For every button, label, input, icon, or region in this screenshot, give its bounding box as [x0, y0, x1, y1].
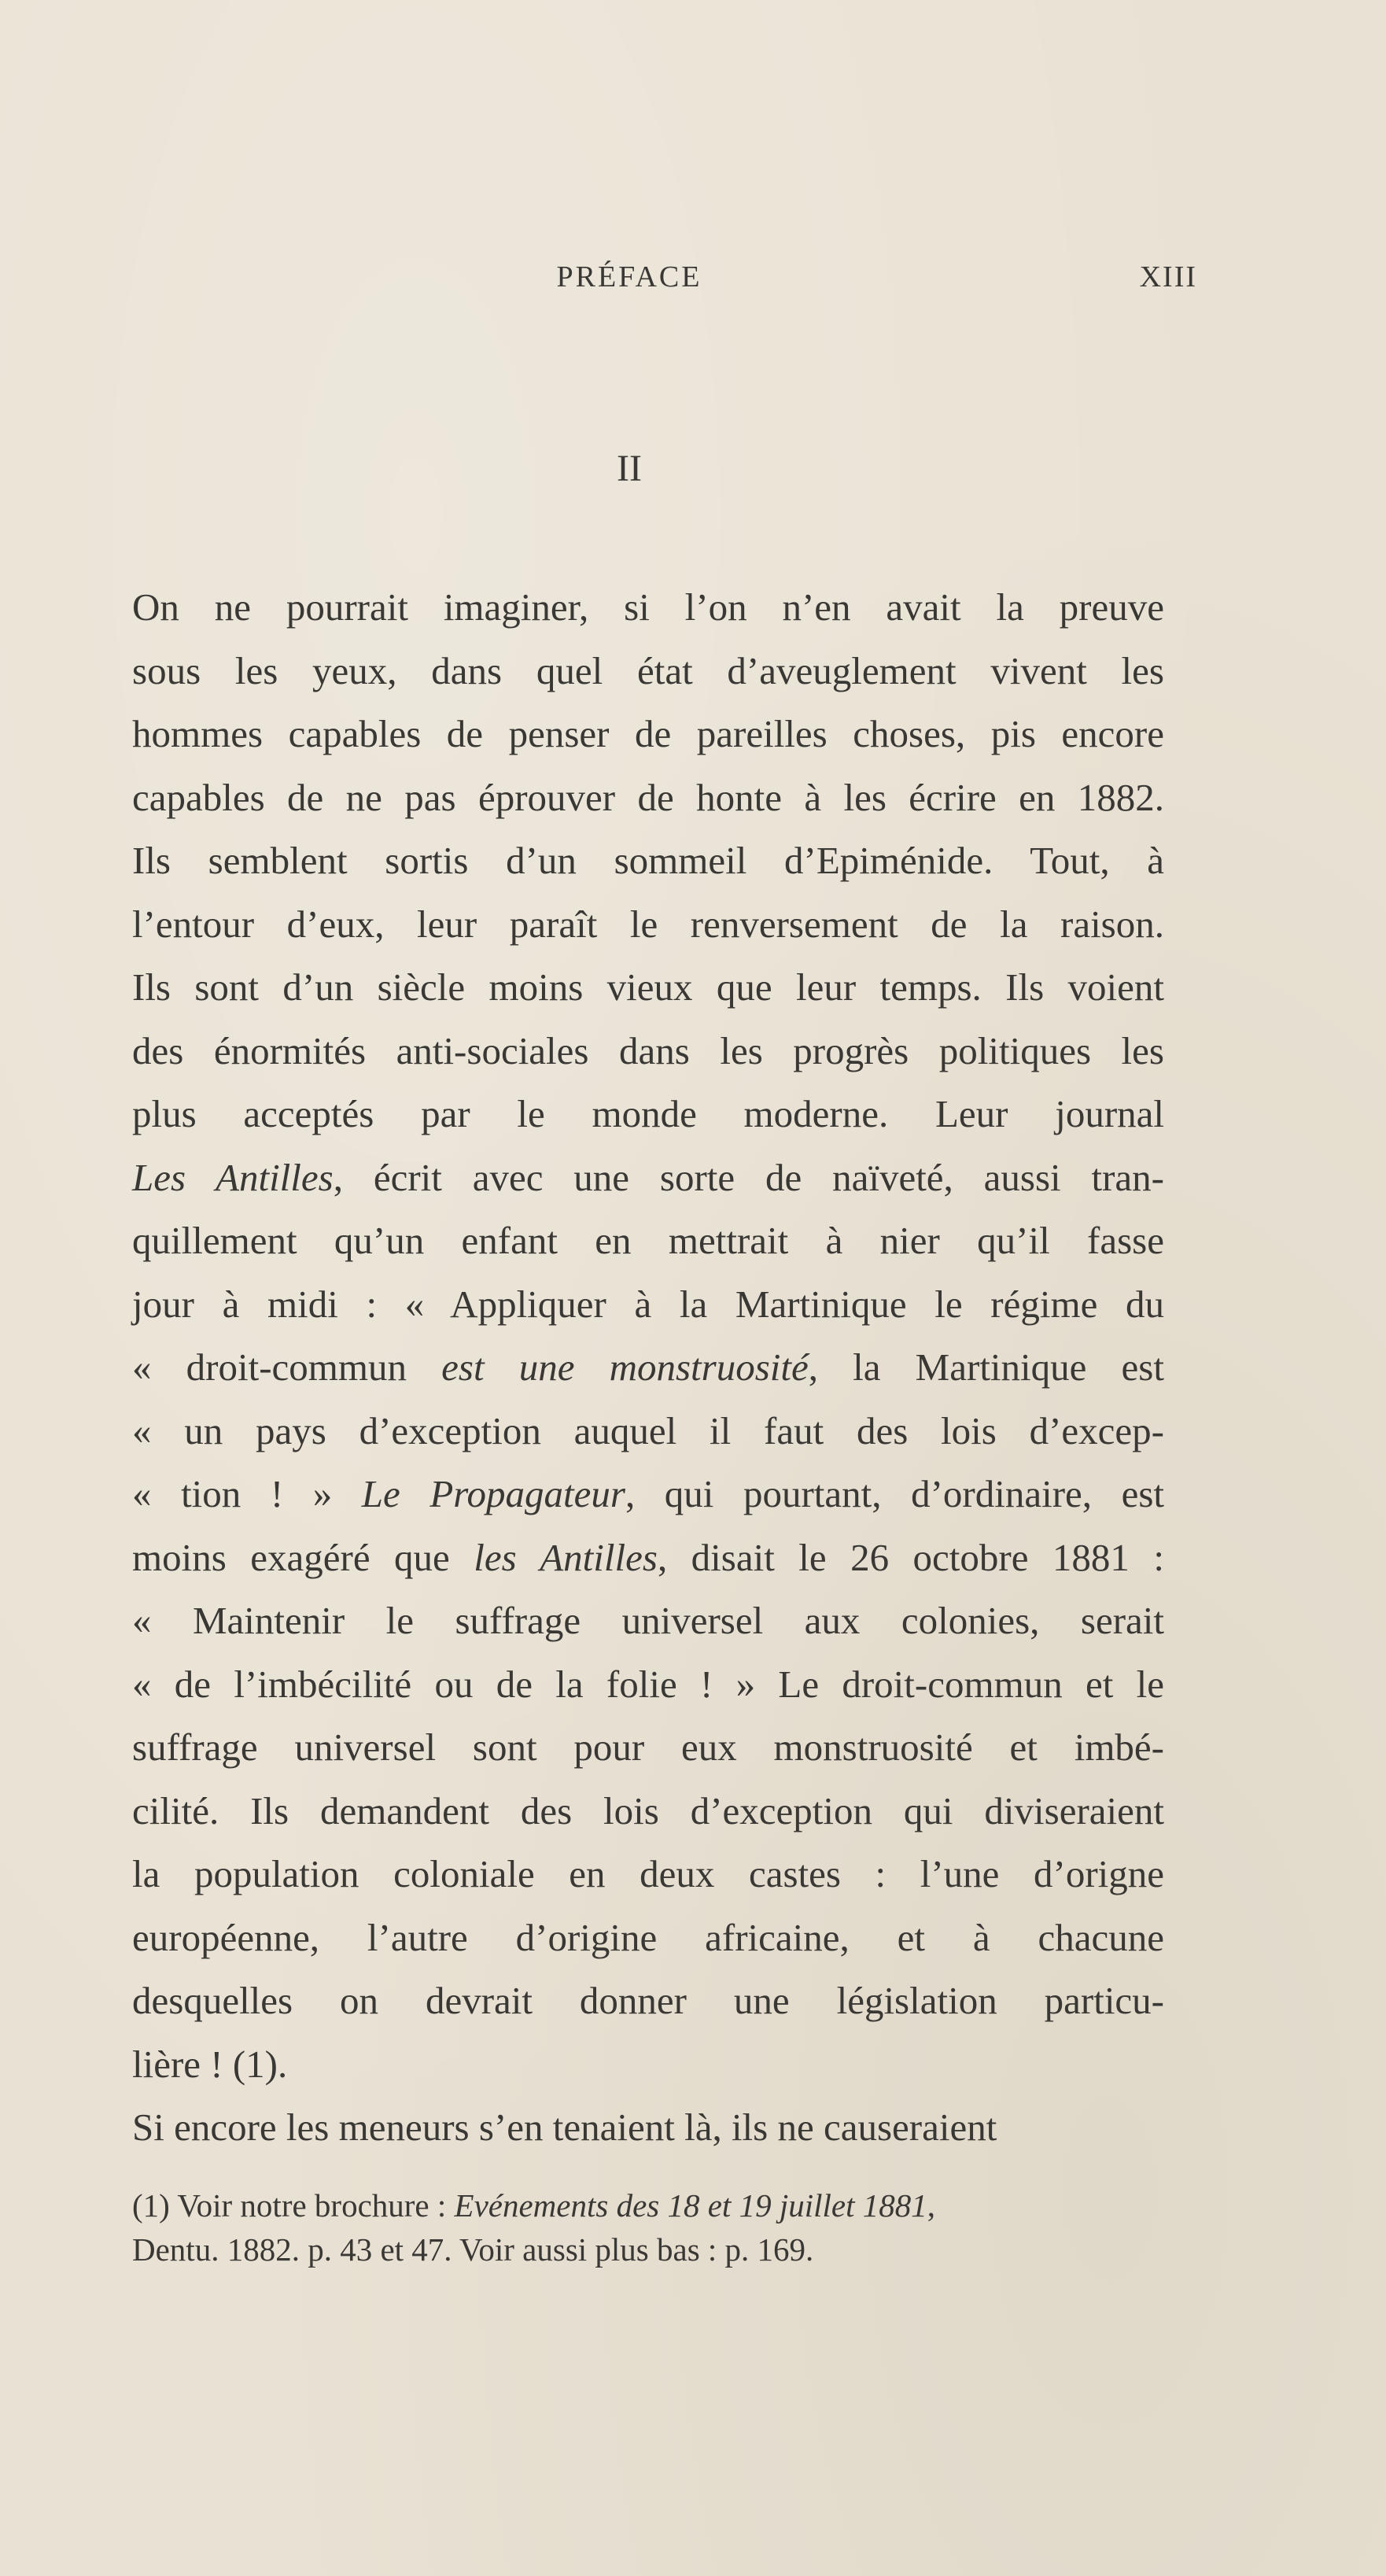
- text-line: [132, 893, 1164, 957]
- text-run: , écrit avec une sorte de naïveté, aussi tran-: [333, 1155, 1164, 1199]
- running-head: [0, 260, 1386, 307]
- text-line: [132, 2033, 1164, 2097]
- text-run: , qui pourtant, d’ordinaire, est: [625, 1472, 1164, 1515]
- footnotes: [132, 2183, 1164, 2272]
- text-line: [132, 1716, 1164, 1780]
- text-line: [132, 1336, 1164, 1400]
- text-run: sous les yeux, dans quel état d’aveuglement vivent les: [132, 648, 1164, 692]
- text-line: [132, 829, 1164, 893]
- text-run: hommes capables de penser de pareilles choses, pis encore: [132, 712, 1164, 755]
- text-run: européenne, l’autre d’origine africaine, et à chacune: [132, 1915, 1164, 1959]
- text-line: [132, 1400, 1164, 1463]
- text-line: [132, 956, 1164, 1020]
- body-text: [132, 576, 1164, 2160]
- text-run: « Maintenir le suffrage universel aux colonies, serait: [132, 1599, 1164, 1642]
- text-run: plus acceptés par le monde moderne. Leur journal: [132, 1092, 1164, 1135]
- text-line: [132, 1083, 1164, 1146]
- text-run: « droit-commun: [132, 1345, 442, 1389]
- footnote-line: [132, 2183, 1164, 2227]
- text-run: Ils sont d’un siècle moins vieux que leur temps. Ils voient: [132, 965, 1164, 1009]
- italic-title: est une monstruosité: [441, 1345, 809, 1389]
- text-run: lière ! (1).: [132, 2042, 288, 2086]
- text-line: [132, 1653, 1164, 1717]
- text-line: [132, 1969, 1164, 2033]
- text-run: Dentu. 1882. p. 43 et 47. Voir aussi plus bas : p. 169.: [132, 2231, 814, 2268]
- page-number: XIII: [1139, 260, 1197, 293]
- text-run: (1) Voir notre brochure :: [132, 2187, 455, 2224]
- text-line: [132, 1843, 1164, 1906]
- text-run: Si encore les meneurs s’en tenaient là, ils ne causeraient: [132, 2105, 997, 2149]
- text-run: quillement qu’un enfant en mettrait à nier qu’il fasse: [132, 1219, 1164, 1262]
- text-line: [132, 640, 1164, 703]
- footnote-line: [132, 2227, 1164, 2272]
- text-line: [132, 1463, 1164, 1526]
- text-line: [132, 1526, 1164, 1590]
- text-run: « tion ! »: [132, 1472, 362, 1515]
- text-run: suffrage universel sont pour eux monstruosité et imbé-: [132, 1725, 1164, 1769]
- italic-title: Les Antilles: [132, 1155, 334, 1199]
- text-line: [132, 703, 1164, 766]
- text-run: On ne pourrait imaginer, si l’on n’en avait la preuve: [132, 585, 1164, 629]
- text-line: [132, 1273, 1164, 1337]
- section-number: II: [617, 448, 642, 489]
- text-line: [132, 1209, 1164, 1273]
- text-line: [132, 1780, 1164, 1843]
- text-run: , disait le 26 octobre 1881 :: [657, 1535, 1165, 1579]
- text-line: [132, 1020, 1164, 1083]
- text-run: cilité. Ils demandent des lois d’exception qui diviseraient: [132, 1788, 1164, 1832]
- text-run: capables de ne pas éprouver de honte à les écrire en 1882.: [132, 775, 1164, 819]
- text-run: Ils semblent sortis d’un sommeil d’Epiménide. Tout, à: [132, 839, 1164, 882]
- text-run: des énormités anti-sociales dans les progrès politiques les: [132, 1028, 1164, 1072]
- italic-title: Evénements des 18 et 19 juillet 1881: [454, 2187, 927, 2224]
- text-run: jour à midi : « Appliquer à la Martinique le régime du: [132, 1282, 1164, 1326]
- running-title: PRÉFACE: [556, 260, 702, 293]
- text-run: l’entour d’eux, leur paraît le renversement de la raison.: [132, 902, 1164, 946]
- text-run: la population coloniale en deux castes : l’une d’origne: [132, 1852, 1164, 1895]
- text-line: [132, 576, 1164, 640]
- text-line: [132, 1146, 1164, 1210]
- text-line: [132, 766, 1164, 830]
- italic-title: les Antilles: [474, 1535, 658, 1579]
- text-line: [132, 2096, 1164, 2160]
- text-run: ,: [927, 2187, 935, 2224]
- text-line: [132, 1589, 1164, 1653]
- text-run: « de l’imbécilité ou de la folie ! » Le droit-commun et le: [132, 1662, 1164, 1706]
- text-run: moins exagéré que: [132, 1535, 474, 1579]
- text-line: [132, 1906, 1164, 1970]
- italic-title: Le Propagateur: [361, 1472, 625, 1515]
- text-run: « un pays d’exception auquel il faut des lois d’excep-: [132, 1408, 1164, 1452]
- text-run: , la Martinique est: [808, 1345, 1164, 1389]
- text-run: desquelles on devrait donner une législation particu-: [132, 1979, 1164, 2022]
